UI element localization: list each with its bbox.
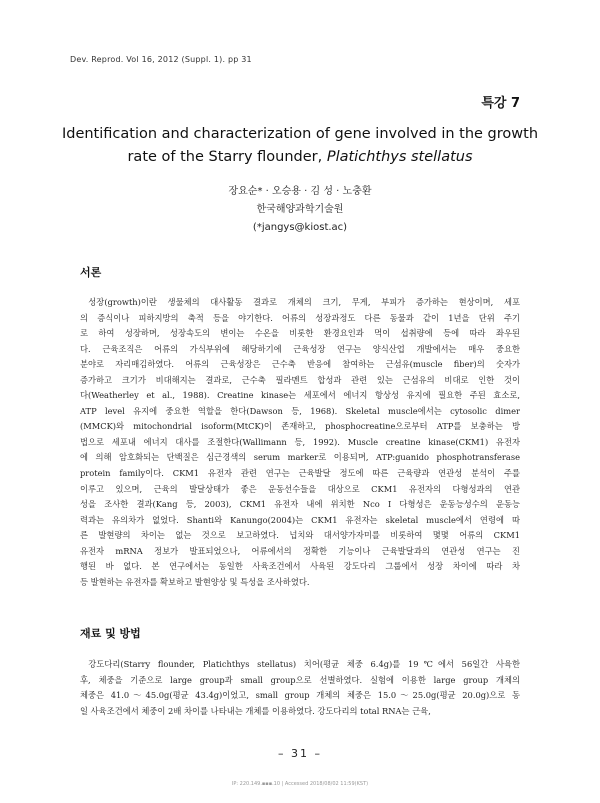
title-line-2-text: rate of the Starry flounder,	[127, 149, 327, 165]
intro-heading: 서론	[80, 266, 102, 279]
methods-paragraph	[80, 657, 520, 719]
methods-text-line: 체중은 41.0～45.0g(평균 43.4g)이었고, small group 개체의 체중은 15.0～25.0g(평균 20.0g)으로 동	[80, 690, 520, 701]
intro-text-line: ATP level 유지에 중요한 역할을 한다(Dawson 등, 1968). Skeletal muscle에서는 cytosolic dimer	[80, 405, 520, 416]
section-label: 특강 7	[481, 96, 520, 111]
author-block	[0, 183, 600, 237]
intro-text-line: protein family이다. CKM1 유전자 관련 연구는 근육발달 정도에 따른 근육량과 연관성 분석이 주를	[80, 468, 520, 479]
intro-text-line: 다. 근육조직은 어류의 가식부위에 해당하기에 근육성장 연구는 양식산업 개발에서는 매우 중요한	[80, 343, 520, 354]
title-line-1: Identification and characterization of gene involved in the growth	[61, 126, 539, 142]
intro-text-line: 증가하고 크기가 비대해지는 결과로, 근수축 필라멘트 합성과 관련 있는 근섬유의 비대로 인한 것이	[80, 374, 520, 385]
intro-text-line: 른 발현량의 차이는 없는 것으로 보고하였다. 넙치와 대서양가자미를 비롯하여 몇몇 어류의 CKM1	[80, 530, 520, 541]
intro-text-line: 등 발현하는 유전자를 확보하고 발현양상 및 특성을 조사하였다.	[80, 576, 310, 587]
title-species: Platichthys stellatus	[326, 149, 473, 165]
intro-text-line: 력과는 유의차가 없었다. Shanti와 Kanungo(2004)는 CKM1 유전자는 skeletal muscle에서 연령에 따	[80, 514, 520, 525]
title-line-2	[60, 146, 540, 169]
author-affiliation: 한국해양과학기술원	[256, 204, 344, 215]
intro-text-line: 성을 조사한 결과(Kang 등, 2003), CKM1 유전자 내에 위치한 Nco I 다형성은 운동능성수의 운동능	[80, 499, 520, 510]
intro-text-line: 에 의해 암호화되는 단백질은 심근경색의 serum marker로 이용되며, ATP:guanido phosphotransferase	[80, 452, 520, 463]
intro-text-line: 행된 바 없다. 본 연구에서는 동일한 사육조건에서 사육된 강도다리 그룹에서 성장 차이에 따라 차	[80, 561, 520, 572]
page-number: – 31 –	[278, 747, 322, 760]
methods-text-line: 일 사육조건에서 체중이 2배 차이를 나타내는 개체를 이용하였다. 강도다리의 total RNA는 근육,	[80, 705, 431, 716]
methods-heading: 재료 및 방법	[80, 627, 141, 640]
access-footer: IP: 220.149.▪▪▪.10 | Accessed 2018/08/02 11:59(KST)	[231, 781, 369, 787]
intro-text-line: 법으로 세포내 에너지 대사를 조절한다(Wallimann 등, 1992). Muscle creatine kinase(CKM1) 유전자	[80, 436, 520, 447]
methods-text-line: 강도다리(Starry flounder, Platichthys stellatus) 치어(평균 체중 6.4g)를 19℃에서 56일간 사육한	[88, 659, 520, 669]
methods-text-line: 후, 체중을 기준으로 large group과 small group으로 선별하였다. 실험에 이용한 large group 개체의	[80, 674, 520, 685]
journal-header: Dev. Reprod. Vol 16, 2012 (Suppl. 1). pp 31	[70, 55, 252, 64]
intro-text-line: 분야로 자리매김하였다. 어류의 근육성장은 근수축 반응에 참여하는 근섬유(muscle fiber)의 숫자가	[80, 359, 520, 370]
intro-text-line: 유전자 mRNA 정보가 발표되었으나, 어류에서의 정확한 기능이나 근육발달과의 연관성 연구는 진	[80, 545, 520, 556]
intro-text-line: 의 증식이나 피하지방의 축적 등을 야기한다. 어류의 성장과정도 다른 동물과 같이 1년을 단위 주기	[80, 312, 520, 323]
author-email: (*jangys@kiost.ac)	[252, 222, 348, 233]
paper-title	[60, 123, 540, 169]
intro-text-line: (MMCK)와 mitochondrial isoform(MtCK)이 존재하고, phosphocreatine으로부터 ATP를 보충하는 방	[80, 421, 520, 432]
intro-text-line: 이루고 있으며, 근육의 발달상태가 좋은 운동선수들을 대상으로 CKM1 유전자의 다형성과의 연관	[80, 483, 520, 494]
intro-text-line: 성장(growth)이란 생물체의 대사활동 결과로 개체의 크기, 무게, 부피가 증가하는 현상이며, 세포	[88, 297, 520, 307]
author-names: 장요순* · 오승용 · 김 성 · 노충환	[228, 186, 372, 197]
intro-text-line: 로 하여 성장하며, 성장속도의 변이는 수온을 비롯한 환경요인과 먹이 섭취량에 등에 따라 좌우된	[80, 328, 520, 339]
intro-text-line: 다(Weatherley et al., 1988). Creatine kinase는 세포에서 에너지 항상성 유지에 필요한 주된 효소로,	[80, 390, 520, 401]
intro-paragraph	[80, 295, 520, 590]
